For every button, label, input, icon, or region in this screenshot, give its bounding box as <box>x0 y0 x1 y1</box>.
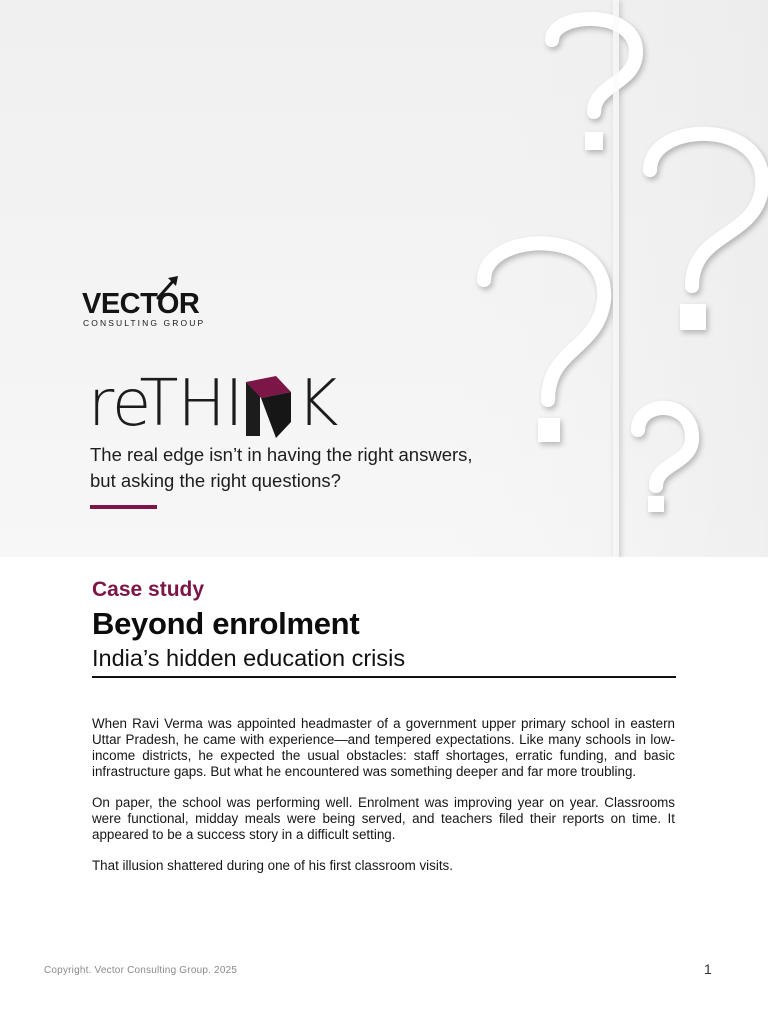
paragraph: On paper, the school was performing well. Enrolment was improving year on year. Classrooms were functional, midday meals were being served, and teachers filed their reports on time. It appeared to be a success story in a difficult setting. <box>92 795 675 842</box>
tagline-line-1: The real edge isn’t in having the right answers, <box>90 444 473 465</box>
page-number: 1 <box>704 961 712 977</box>
rethink-n-glyph <box>243 364 297 444</box>
paragraph: That illusion shattered during one of his first classroom visits. <box>92 858 453 873</box>
paragraph: When Ravi Verma was appointed headmaster of a government upper primary school in eastern Uttar Pradesh, he came with experience—and tempered expectations. Like many schools in low-income districts, he expected the usual obstacles: staff shortages, erratic funding, and basic infrastructure gaps. But what he encountered was something deeper and far more troubling. <box>92 716 675 779</box>
rethink-left: reTHI <box>88 367 243 441</box>
page-title: Beyond enrolment <box>92 606 360 641</box>
title-divider <box>92 676 676 678</box>
vector-logo <box>82 272 212 332</box>
case-study-label: Case study <box>92 578 205 601</box>
logo-subtitle: CONSULTING GROUP <box>83 318 206 328</box>
rethink-wordmark <box>88 364 337 444</box>
tagline-line-2: but asking the right questions? <box>90 470 341 491</box>
logo-wordmark: VECTOR <box>82 288 200 320</box>
footer-copyright: Copyright. Vector Consulting Group. 2025 <box>44 965 238 976</box>
rethink-right: K <box>296 367 338 441</box>
accent-rule <box>90 505 157 509</box>
body-text <box>92 716 675 889</box>
page-subtitle: India’s hidden education crisis <box>92 645 406 671</box>
tagline <box>90 442 510 494</box>
